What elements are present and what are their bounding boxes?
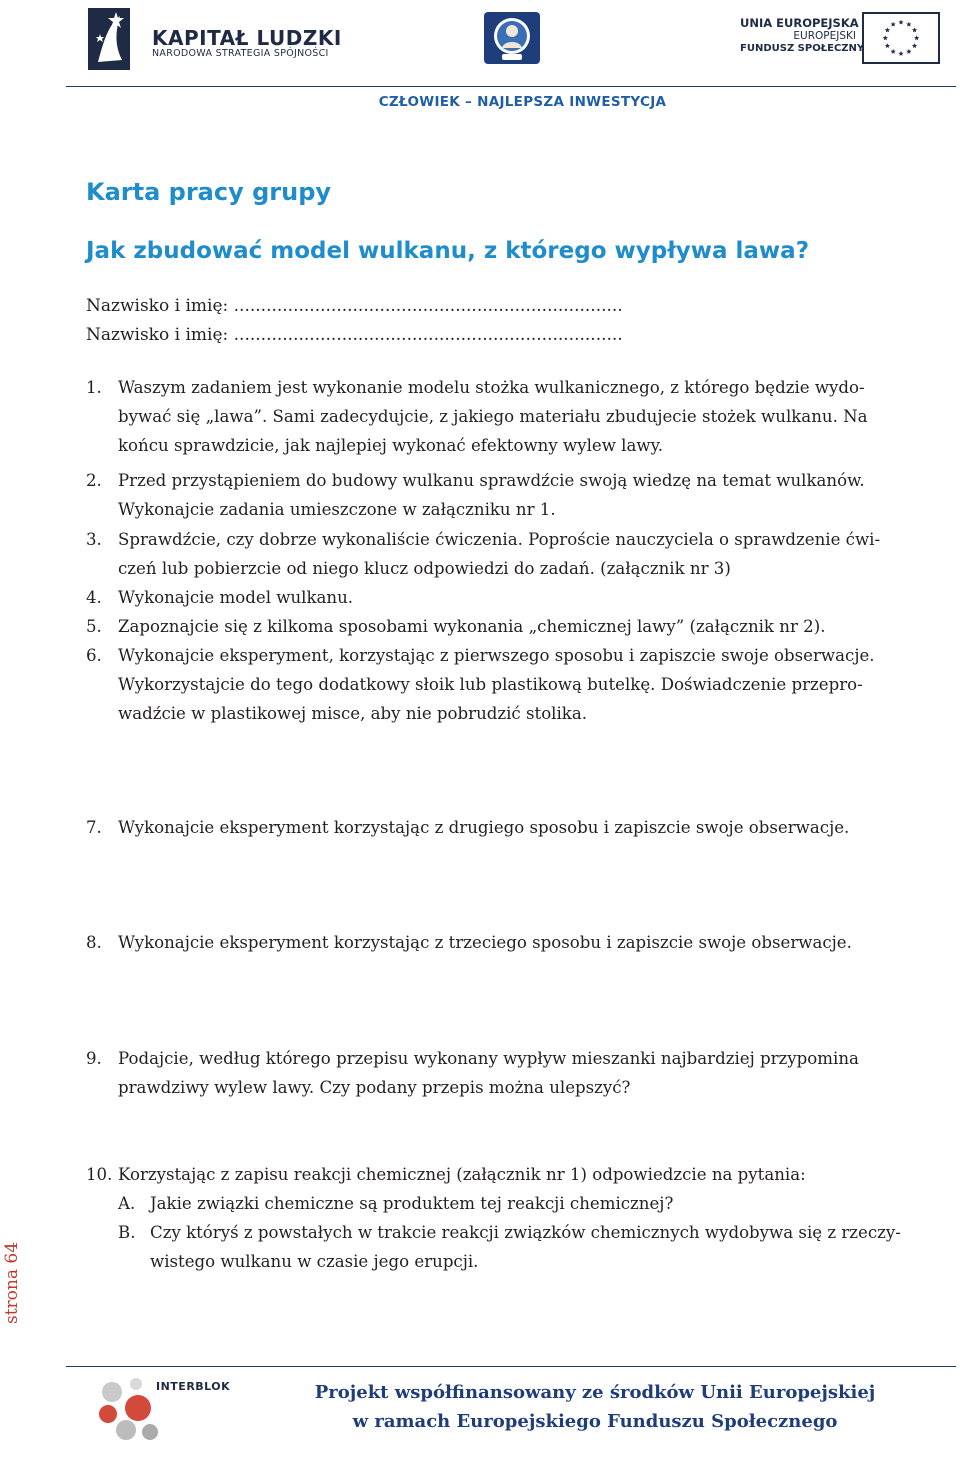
task-number: 1. xyxy=(86,378,102,397)
task-number: 2. xyxy=(86,471,102,490)
task-text: Podajcie, według którego przepisu wykonany wypływ mieszanki najbardziej przypomina xyxy=(118,1049,859,1068)
header-divider xyxy=(66,86,956,87)
eu-line-3: FUNDUSZ SPOŁECZNY xyxy=(740,43,865,54)
task-text: Wykonajcie model wulkanu. xyxy=(118,588,354,607)
sub-question-text: Jakie związki chemiczne są produktem tej reakcji chemicznej? xyxy=(150,1194,674,1213)
task-text: Wykonajcie eksperyment, korzystając z pierwszego sposobu i zapiszcie swoje obserwacje. xyxy=(118,646,875,665)
task-text: Wykorzystajcie do tego dodatkowy słoik lub plastikową butelkę. Doświadczenie przepro- xyxy=(118,675,863,694)
task-text: Wykonajcie eksperyment korzystając z trzeciego sposobu i zapiszcie swoje obserwacje. xyxy=(118,933,852,952)
eu-line-2: EUROPEJSKI xyxy=(793,30,856,42)
task-text: końcu sprawdzicie, jak najlepiej wykonać efektowny wylew lawy. xyxy=(118,436,664,455)
eu-flag-icon xyxy=(862,12,940,64)
eu-label xyxy=(740,16,865,55)
task-number: 4. xyxy=(86,588,102,607)
task-text: Wykonajcie zadania umieszczone w załączniku nr 1. xyxy=(118,500,556,519)
task-text: wadźcie w plastikowej misce, aby nie pobrudzić stolika. xyxy=(118,704,588,723)
logo-title: KAPITAŁ LUDZKI xyxy=(152,26,342,50)
sub-question-letter: A. xyxy=(118,1194,136,1213)
footer-funding-note xyxy=(280,1378,910,1436)
name-field-1: Nazwisko i imię: ........................................................................ xyxy=(86,296,623,316)
slogan: CZŁOWIEK – NAJLEPSZA INWESTYCJA xyxy=(378,94,667,110)
footer-line-2: w ramach Europejskiego Funduszu Społecznego xyxy=(352,1411,838,1432)
task-text: Przed przystąpieniem do budowy wulkanu sprawdźcie swoją wiedzę na temat wulkanów. xyxy=(118,471,865,490)
sub-question-text: wistego wulkanu w czasie jego erupcji. xyxy=(150,1252,479,1271)
task-number: 6. xyxy=(86,646,102,665)
task-number: 10. xyxy=(86,1165,113,1184)
name-field-2: Nazwisko i imię: ........................................................................ xyxy=(86,325,623,345)
sub-question-text: Czy któryś z powstałych w trakcie reakcji związków chemicznych wydobywa się z rzeczy- xyxy=(150,1223,901,1242)
eu-line-1: UNIA EUROPEJSKA xyxy=(740,16,859,30)
task-text: Wykonajcie eksperyment korzystając z drugiego sposobu i zapiszcie swoje obserwacje. xyxy=(118,818,850,837)
footer-line-1: Projekt współfinansowany ze środków Unii Europejskiej xyxy=(314,1382,876,1403)
sub-question-letter: B. xyxy=(118,1223,136,1242)
page-header xyxy=(0,0,960,110)
task-text: prawdziwy wylew lawy. Czy podany przepis można ulepszyć? xyxy=(118,1078,631,1097)
interblok-logo-text: INTERBLOK xyxy=(156,1380,231,1393)
school-emblem-icon xyxy=(482,10,542,66)
task-number: 5. xyxy=(86,617,102,636)
task-text: Waszym zadaniem jest wykonanie modelu stożka wulkanicznego, z którego będzie wydo- xyxy=(118,378,865,397)
task-number: 3. xyxy=(86,530,102,549)
task-number: 8. xyxy=(86,933,102,952)
task-text: Sprawdźcie, czy dobrze wykonaliście ćwiczenia. Poproście nauczyciela o sprawdzenie ćwi- xyxy=(118,530,881,549)
page-subtitle: Jak zbudować model wulkanu, z którego wypływa lawa? xyxy=(86,238,810,264)
page-number-label: strona 64 xyxy=(2,1241,22,1325)
task-number: 7. xyxy=(86,818,102,837)
task-text: Zapoznajcie się z kilkoma sposobami wykonania „chemicznej lawy” (załącznik nr 2). xyxy=(118,617,826,636)
footer-divider xyxy=(66,1366,956,1367)
logo-subtitle: NARODOWA STRATEGIA SPÓJNOŚCI xyxy=(152,48,329,59)
task-text: czeń lub pobierzcie od niego klucz odpowiedzi do zadań. (załącznik nr 3) xyxy=(118,559,731,578)
page-title: Karta pracy grupy xyxy=(86,178,332,206)
task-text: bywać się „lawa”. Sami zadecydujcie, z jakiego materiału zbudujecie stożek wulkanu. Na xyxy=(118,407,868,426)
task-text: Korzystając z zapisu reakcji chemicznej (załącznik nr 1) odpowiedzcie na pytania: xyxy=(118,1165,806,1184)
task-number: 9. xyxy=(86,1049,102,1068)
